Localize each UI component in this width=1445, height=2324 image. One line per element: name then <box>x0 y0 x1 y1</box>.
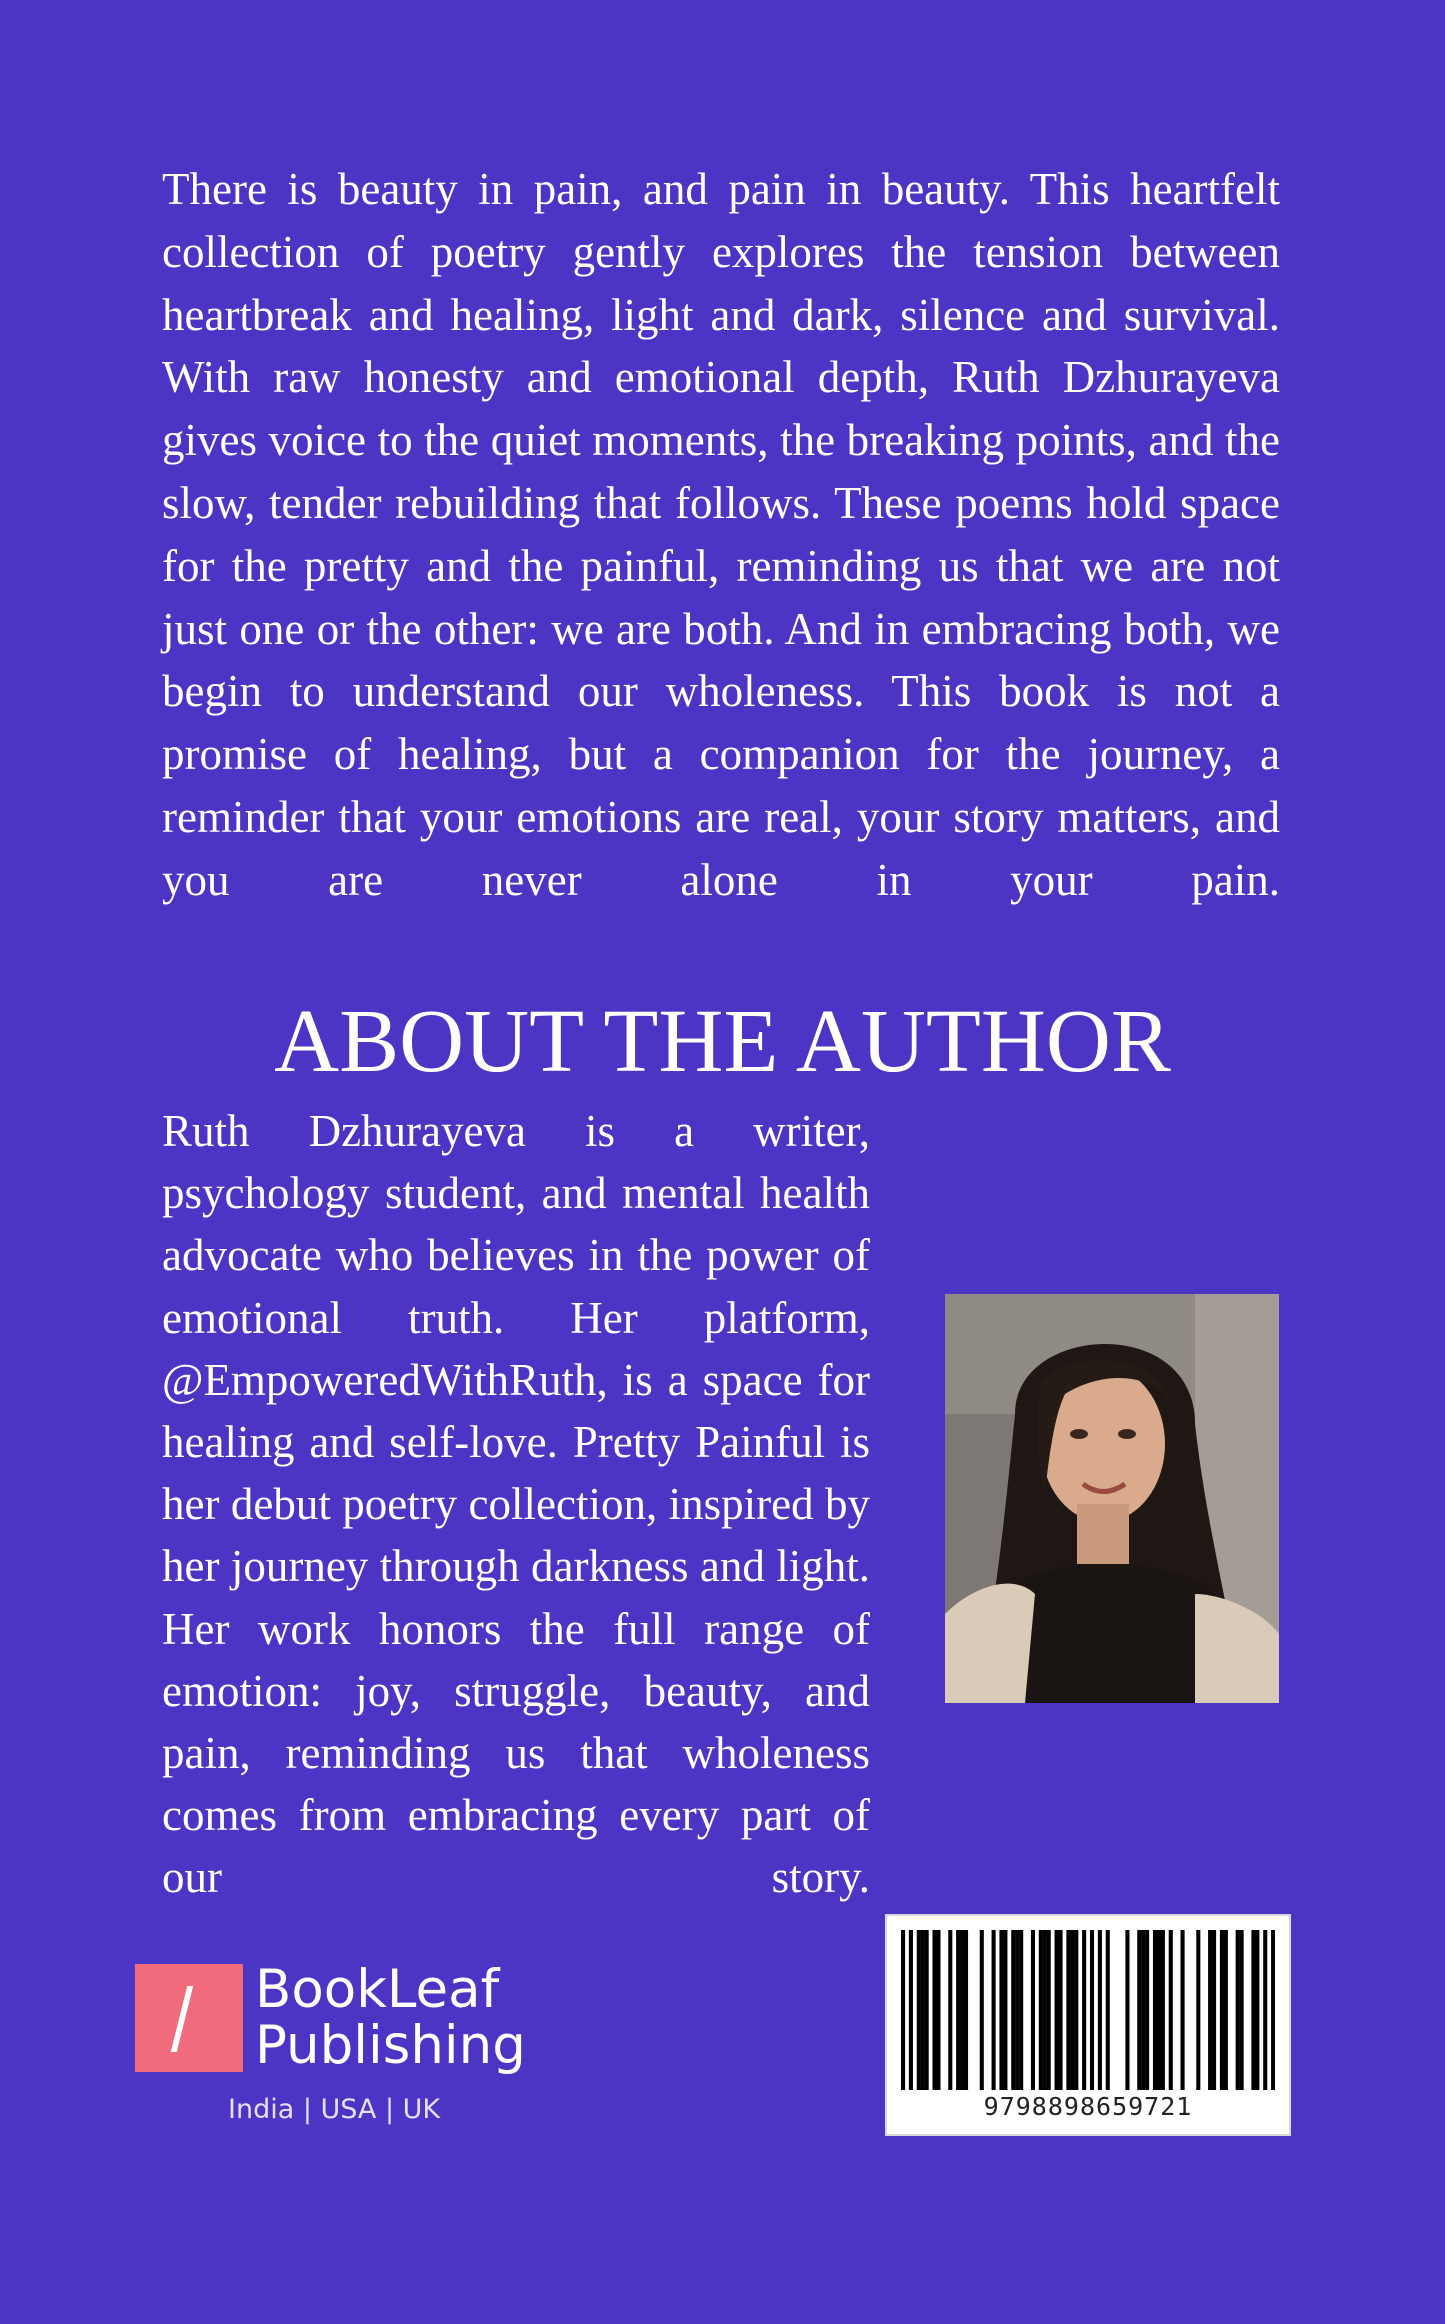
barcode-bar <box>1271 1930 1275 2090</box>
isbn-barcode <box>885 1914 1291 2136</box>
barcode-bar <box>917 1930 921 2090</box>
barcode-bar <box>1003 1930 1007 2090</box>
barcode-bar <box>1125 1930 1129 2090</box>
barcode-bar <box>909 1930 913 2090</box>
barcode-bar <box>1011 1930 1015 2090</box>
barcode-bar <box>1031 1930 1035 2090</box>
barcode-bar <box>956 1930 960 2090</box>
publisher-name-line2: Publishing <box>255 2015 526 2076</box>
barcode-bar <box>1153 1930 1157 2090</box>
barcode-bar <box>980 1930 984 2090</box>
barcode-bar <box>1220 1930 1224 2090</box>
barcode-bar <box>1251 1930 1255 2090</box>
about-author-heading: ABOUT THE AUTHOR <box>274 992 1171 1091</box>
barcode-bar <box>1208 1930 1212 2090</box>
barcode-bar <box>948 1930 952 2090</box>
barcode-bar <box>1066 1930 1070 2090</box>
barcode-bar <box>1019 1930 1023 2090</box>
barcode-bar <box>1169 1930 1173 2090</box>
barcode-bar <box>901 1930 905 2090</box>
barcode-bar <box>932 1930 936 2090</box>
barcode-bar <box>1161 1930 1165 2090</box>
barcode-bar <box>1070 1930 1074 2090</box>
barcode-bar <box>1145 1930 1149 2090</box>
barcode-bar <box>1106 1930 1110 2090</box>
bookleaf-publishing-logo <box>135 1959 535 2134</box>
barcode-bar <box>1263 1930 1267 2090</box>
barcode-bar <box>999 1930 1003 2090</box>
barcode-bar <box>1137 1930 1141 2090</box>
barcode-bar <box>964 1930 968 2090</box>
barcode-bar <box>925 1930 929 2090</box>
barcode-bar <box>1181 1930 1185 2090</box>
barcode-bar <box>1015 1930 1019 2090</box>
barcode-bar <box>1098 1930 1102 2090</box>
publisher-regions: India | USA | UK <box>228 2094 441 2125</box>
barcode-bar <box>1236 1930 1240 2090</box>
barcode-bar <box>960 1930 964 2090</box>
barcode-bar <box>1224 1930 1228 2090</box>
back-cover-blurb: There is beauty in pain, and pain in beauty. This heartfelt collection of poetry gently explores the tension between heartbreak and healing, light and dark, silence and survival. With raw honesty and emotional depth, Ruth Dzhurayeva gives voice to the quiet moments, the breaking points, and the slow, tender rebuilding that follows. These poems hold space for the pretty and the painful, reminding us that we are not just one or the other: we are both. And in embracing both, we begin to understand our wholeness. This book is not a promise of healing, but a companion for the journey, a reminder that your emotions are real, your story matters, and you are never alone in your pain. <box>162 164 1280 905</box>
barcode-bar <box>921 1930 925 2090</box>
barcode-bar <box>1196 1930 1200 2090</box>
barcode-bar <box>1058 1930 1062 2090</box>
logo-mark <box>135 1964 243 2072</box>
barcode-bar <box>936 1930 940 2090</box>
barcode-bar <box>1141 1930 1145 2090</box>
author-bio: Ruth Dzhurayeva is a writer, psychology student, and mental health advocate who believes in the power of emotional truth. Her platform, @EmpoweredWithRuth, is a space for healing and self-love. Pretty Painful is her debut poetry collection, inspired by her journey through darkness and light. Her work honors the full range of emotion: joy, struggle, beauty, and pain, reminding us that wholeness comes from embracing every part of our story. <box>162 1106 870 1903</box>
barcode-bar <box>1055 1930 1059 2090</box>
barcode-bar <box>1240 1930 1244 2090</box>
isbn-number: 9798898659721 <box>983 2092 1193 2121</box>
barcode-bar <box>1039 1930 1043 2090</box>
author-photo <box>945 1294 1279 1703</box>
slash-icon <box>171 1986 193 2052</box>
barcode-bar <box>1074 1930 1078 2090</box>
barcode-bar <box>1090 1930 1094 2090</box>
barcode-bar <box>1047 1930 1051 2090</box>
barcode-bar <box>1212 1930 1216 2090</box>
barcode-bar <box>992 1930 996 2090</box>
barcode-bar <box>1255 1930 1259 2090</box>
barcode-bars <box>901 1930 1275 2090</box>
barcode-bar <box>1043 1930 1047 2090</box>
publisher-name-line1: BookLeaf <box>255 1959 500 2020</box>
barcode-bar <box>1157 1930 1161 2090</box>
barcode-bar <box>1082 1930 1086 2090</box>
